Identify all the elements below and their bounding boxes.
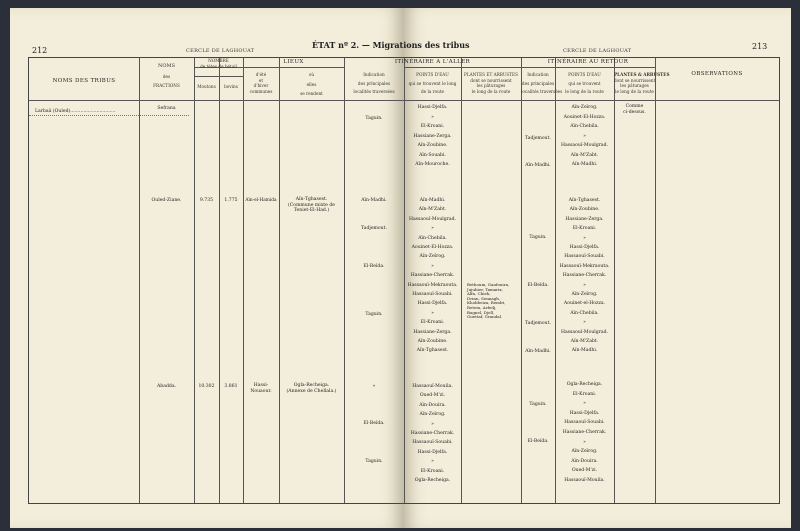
list-item: Aïn-Zeïrog. bbox=[571, 105, 598, 110]
list-item: » bbox=[431, 263, 434, 269]
list-item: Hassaouï-Moulgrad. bbox=[560, 143, 609, 148]
list-item: Aïn-Madhi. bbox=[571, 162, 598, 167]
list-item: Aouinet-el-Hozza. bbox=[563, 301, 606, 307]
left-page-header: CERCLE DE LAGHOUAT bbox=[186, 48, 255, 54]
moutons-value: 10.302 bbox=[198, 384, 215, 389]
list-item: Aïn-Souabi. bbox=[419, 152, 446, 158]
list-item: Aïn-Zoubine. bbox=[417, 339, 448, 344]
page-title: ÉTAT nº 2. — Migrations des tribus bbox=[312, 40, 470, 50]
list-item: Aïn-Zoubine. bbox=[569, 207, 600, 213]
list-item: » bbox=[583, 320, 586, 326]
migration-table: NOMS DES TRIBUS NOMS des FRACTIONS NOMBRE de tètes de bétail Moutons bovins LIEUX d'été et d'hiver communes où elles se rendent ITINÉRAIRE A L'ALLER Indication des principales localités traversées POINTS D'EAU qui se trouvent le long de la route PLANTES ET ARBUSTES dont se nourrissent les pâturages le long de la route ITINÉRAIRE AU RETOUR Indication des principales localités traversées POINTS D'EAU qui se trouvent le long de la route PLANTES & ARBUSTES dont se nourrissent les pâturages le long de la route OBSERVATIONS Larbaâ (Ouled)............................... Sefrana Taguin. Hassi-Djelfa. » El-Kroani. Hassiane-Zerga. Aïn-Zoubine. Aïn-Souabi. Aïn-Mouroche. Tadjemout. Aïn-Madhi. Aïn-Zeïrog. Aouinet-El-Hozza. Aïn-Chebila. » Hassaouï-Moulgrad. Aïn-M'Zabt. Aïn-Madhi. Comme ci-dessus. Ouled-Ziane. 9.735 1.775 Aïn-el-Hamida Aïn-Tghasest. (Commune mixte de Teniet-El-Had.) Aïn-Madhi. Tadjemout. El-Beïda. Taguin. Aïn-Madhi. Aïn-M'Zabt. Hassaouï-Moulgrad. » Aïn-Chebila. Aouinet-El-Hozza. Aïn-Zeïrog. » Hassiane-Cherrak. Hassaouï-Mekraouta. Hassaouï-Souabi. Hassi-Djelfa. » El-Kroani. Hassiane-Zerga. Aïn-Zoubine. Aïn-Tghasest. Bethoum, Ganfouira, Jujubier, Tamarix, Alfa, Chieh, Drinn, Sennagh, Khobbeiza, Rembt, Retem, Arfedj, Bagnel, Djell, Guettaf, Grandal. Taguin. El-Beïda. Tadjemout. Aïn-Madhi. Aïn-Tghasest. Aïn-Zoubine. Hassiane-Zerga. El-Kroani. » Hassi-Djelfa. Hassaouï-Souabi. Hassaouï-Mekraouta. Hassiane-Cherrak. » Aïn-Zeïrog. Aouinet-el-Hozza. Aïn-Chebila. » Hassaouï-Moulgrad. Aïn-M'Zabt. Aïn-Madhi. Abadda. 10.302 3.861 Hassi- Nouaour. Ogla-Recheiga. (Annexe de Chellala.) » El-Beïda. Taguin. Hassaouï-Mouila. Oued-M'zi. Aïn-Douira. Aïn-Zeïrog. » Hassiane-Cherrak. Hassaouï-Souabi. Hassi-Djelfa. » El-Kroani. Ogla-Recheiga. Taguin. El-Beïda. Ogla-Recheiga. El-Kroani. » Hassi-Djelfa. Hassaouï-Souabi. Hassiane-Cherrak. » Aïn-Zeïrog. Aïn-Douira. Oued-M'zi. Hassaouï-Mouila. bbox=[28, 57, 780, 504]
list-item: Aïn-M'Zabt. bbox=[570, 152, 599, 158]
list-item: Hassi-Djelfa. bbox=[417, 449, 448, 455]
list-item: Hassaouï-Mekraouta. bbox=[407, 282, 458, 288]
list-item: Hassiane-Cherrak. bbox=[562, 430, 607, 435]
tribe-name: Larbaâ (Ouled)............................... bbox=[35, 109, 116, 114]
list-item: Hassaouï-Souabi. bbox=[564, 254, 605, 260]
list-item: Oued-M'zi. bbox=[419, 393, 446, 399]
list-item: El-Kroani. bbox=[572, 391, 597, 397]
list-item: Aïn-Mouroche. bbox=[415, 162, 450, 167]
list-item: Oued-M'zi. bbox=[571, 468, 598, 474]
list-item: » bbox=[431, 421, 434, 427]
list-item: Aïn-Zeïrog. bbox=[419, 254, 446, 260]
header-noms-tribus: NOMS DES TRIBUS bbox=[52, 78, 116, 84]
list-item: » bbox=[431, 459, 434, 465]
list-item: Ogla-Recheiga. bbox=[414, 478, 451, 483]
list-item: Hassi-Djelfa. bbox=[569, 245, 600, 250]
list-item: Aïn-Zeïrog. bbox=[571, 449, 598, 455]
header-lieux: LIEUX bbox=[283, 59, 304, 65]
list-item: Aïn-Chebila. bbox=[570, 124, 599, 129]
list-item: Aïn-Zeïrog. bbox=[571, 292, 598, 297]
list-item: Hassaouï-Moulgrad. bbox=[408, 216, 457, 222]
fraction-name: Sefrana bbox=[157, 106, 176, 111]
header-aller-plantes: PLANTES ET ARBUSTES dont se nourrissent les pâturages le long de la route bbox=[464, 72, 518, 94]
list-item: Aïn-Zoubine. bbox=[417, 143, 448, 148]
header-nombre: NOMBRE de tètes de bétail bbox=[200, 58, 237, 69]
list-item: El-Kroani. bbox=[420, 468, 445, 474]
list-item: Aïn-M'Zabt. bbox=[418, 207, 447, 213]
header-retour-plantes: PLANTES & ARBUSTES dont se nourrissent les pâturages le long de la route bbox=[614, 72, 670, 94]
header-retour-points: POINTS D'EAU qui se trouvent le long de la route bbox=[565, 72, 604, 94]
list-item: Hassaouï-Mouila. bbox=[412, 384, 453, 389]
header-observations: OBSERVATIONS bbox=[691, 71, 743, 77]
list-item: Aïn-Madhi. bbox=[419, 198, 446, 203]
list-item: Hassiane-Cherrak. bbox=[562, 273, 607, 279]
list-item: » bbox=[583, 401, 586, 407]
list-item: Hassiane-Zerga. bbox=[565, 216, 604, 222]
list-item: Aïn-Chebila. bbox=[418, 235, 447, 241]
header-bovins: bovins bbox=[224, 84, 238, 89]
list-item: Hassi-Djelfa. bbox=[569, 410, 600, 416]
header-lieux-ou: où elles se rendent bbox=[300, 72, 323, 96]
list-item: Hassaouï-Moulgrad. bbox=[560, 329, 609, 335]
header-itineraire-retour: ITINÉRAIRE AU RETOUR bbox=[547, 59, 629, 65]
list-item: Hassiane-Zerga. bbox=[413, 329, 452, 335]
list-item: Hassaouï-Souabi. bbox=[412, 292, 453, 297]
moutons-value: 9.735 bbox=[199, 198, 214, 203]
right-page-header: CERCLE DE LAGHOUAT bbox=[563, 48, 632, 54]
header-aller-indication: Indication des principales localités traversées bbox=[353, 72, 395, 94]
list-item: Hassaouï-Mouila. bbox=[564, 478, 605, 483]
list-item: El-Kroani. bbox=[420, 320, 445, 326]
list-item: Hassiane-Cherrak. bbox=[410, 273, 455, 279]
header-aller-points: POINTS D'EAU qui se trouvent le long de la route bbox=[408, 72, 457, 94]
list-item: Aïn-Zeïrog. bbox=[419, 412, 446, 418]
list-item: Hassiane-Cherrak. bbox=[410, 431, 455, 436]
list-item: » bbox=[583, 439, 586, 445]
list-item: Hassaouï-Souabi. bbox=[564, 420, 605, 426]
list-item: Aïn-M'Zabt. bbox=[570, 339, 599, 344]
list-item: » bbox=[431, 114, 434, 120]
fraction-name: Abadda. bbox=[156, 384, 177, 389]
list-item: Aïn-Tghasest. bbox=[568, 198, 601, 203]
list-item: » bbox=[583, 235, 586, 241]
list-item: » bbox=[431, 226, 434, 232]
list-item: Aïn-Tghasest. bbox=[416, 348, 449, 354]
right-page-number: 213 bbox=[752, 42, 768, 51]
list-item: » bbox=[431, 310, 434, 316]
header-itineraire-aller: ITINÉRAIRE A L'ALLER bbox=[394, 59, 471, 65]
left-page-number: 212 bbox=[32, 46, 48, 55]
lieux-ete-value: Aïn-el-Hamida bbox=[245, 198, 277, 203]
header-lieux-ete: d'été et d'hiver communes bbox=[249, 72, 273, 94]
list-item: Aïn-Chebila. bbox=[570, 310, 599, 316]
list-item: El-Kroani. bbox=[420, 124, 445, 129]
list-item: Hassiane-Zerga. bbox=[413, 133, 452, 139]
fraction-name: Ouled-Ziane. bbox=[151, 198, 182, 203]
list-item: Hassi-Djelfa. bbox=[417, 105, 448, 110]
header-noms-fractions: NOMS des FRACTIONS bbox=[153, 63, 180, 88]
list-item: Aïn-Douira. bbox=[419, 402, 446, 408]
list-item: Aïn-Douira. bbox=[571, 458, 598, 464]
bovins-value: 1.775 bbox=[224, 198, 238, 203]
list-item: Aouinet-El-Hozza. bbox=[563, 114, 606, 120]
list-item: Hassaouï-Souabi. bbox=[412, 440, 453, 446]
list-item: Hassi-Djelfa. bbox=[417, 301, 448, 307]
list-item: » bbox=[583, 133, 586, 139]
list-item: Ogla-Recheiga. bbox=[566, 382, 603, 387]
header-moutons: Moutons bbox=[197, 84, 216, 89]
bovins-value: 3.861 bbox=[224, 384, 238, 389]
header-retour-indication: Indication des principales localités traversées bbox=[521, 72, 563, 94]
list-item: Aïn-Madhi. bbox=[571, 348, 598, 354]
list-item: Hassaouï-Mekraouta. bbox=[559, 263, 610, 269]
list-item: Aouinet-El-Hozza. bbox=[411, 245, 454, 250]
list-item: » bbox=[583, 282, 586, 288]
list-item: El-Kroani. bbox=[572, 226, 597, 232]
